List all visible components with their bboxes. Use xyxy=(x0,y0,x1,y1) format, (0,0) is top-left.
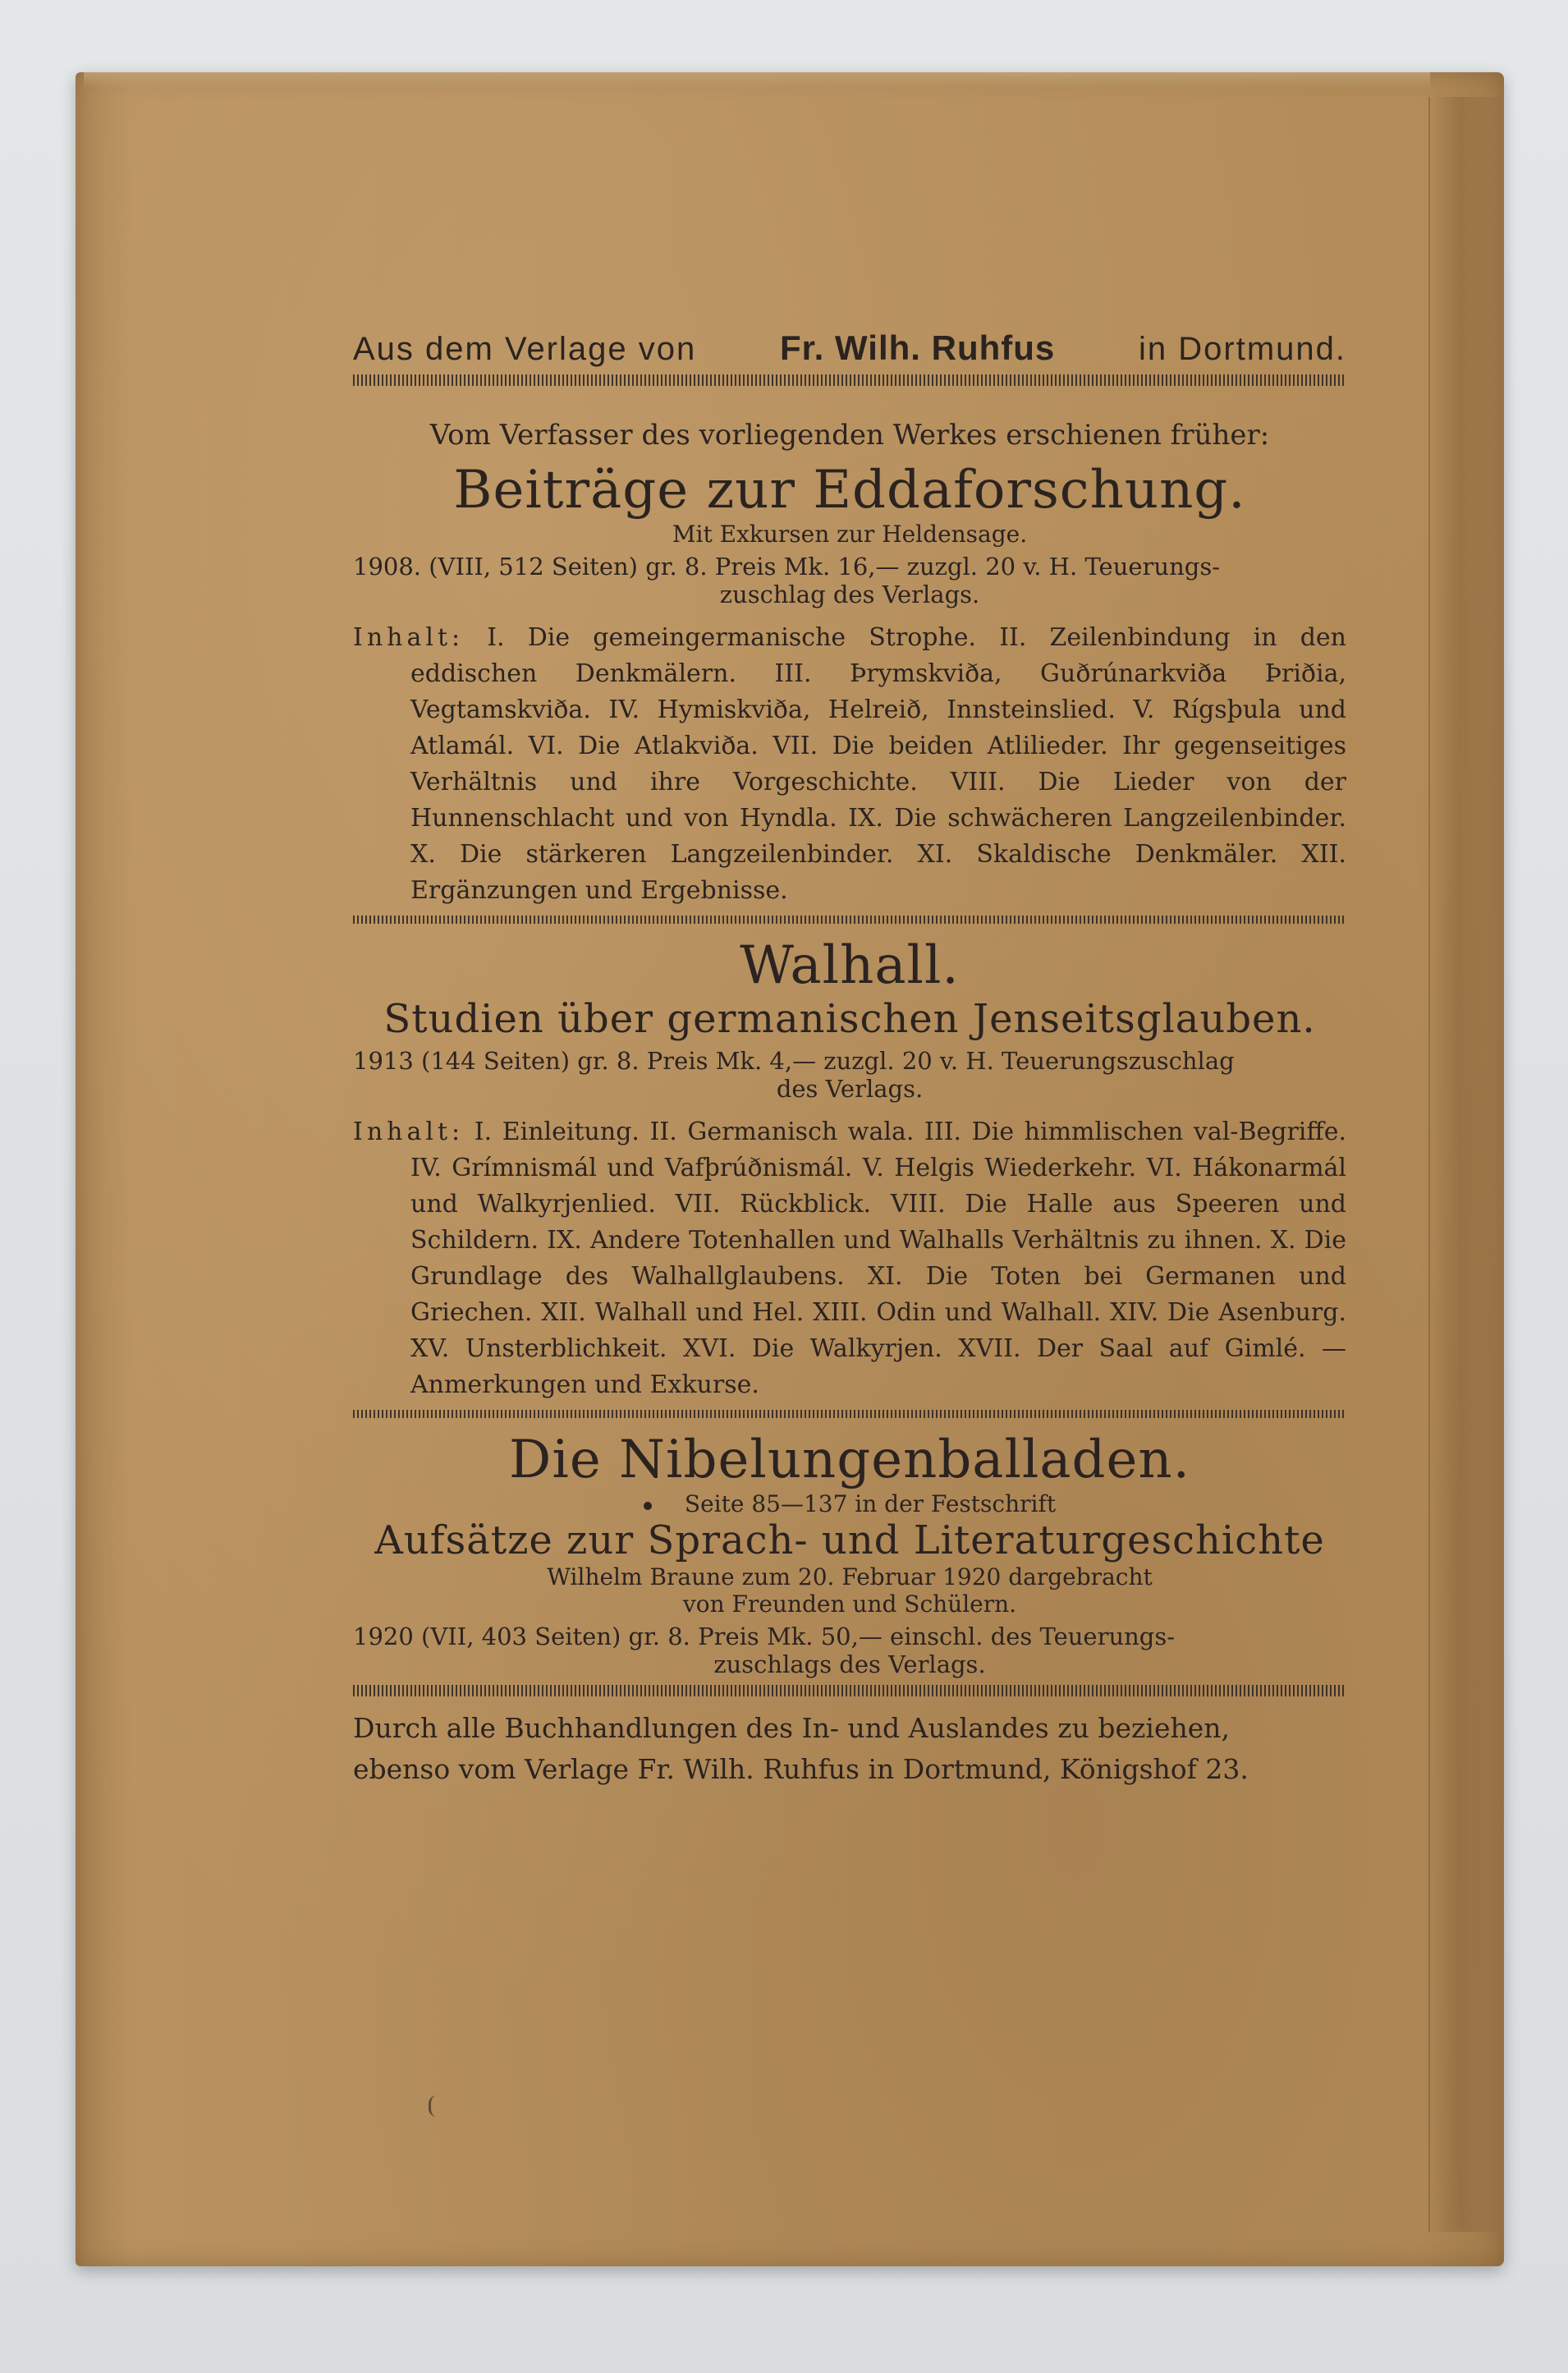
book-subtitle: Mit Exkursen zur Heldensage. xyxy=(672,521,1028,548)
publication-details xyxy=(353,1047,1346,1103)
contents-label: Inhalt: xyxy=(353,1118,465,1146)
footer-line-2: ebenso vom Verlage Fr. Wilh. Ruhfus in Dortmund, Königshof 23. xyxy=(353,1753,1249,1785)
book-subtitle: Studien über germanischen Jenseitsglauben. xyxy=(383,996,1316,1042)
book-entry-nibelungenballaden xyxy=(353,1430,1346,1678)
contents-label: Inhalt: xyxy=(353,623,465,652)
ornamental-rule xyxy=(353,374,1346,386)
cover-spine-edge xyxy=(1428,97,1504,2232)
book-entry-eddaforschung xyxy=(353,460,1346,909)
bullet-dot xyxy=(644,1502,652,1510)
publication-details xyxy=(353,1623,1346,1678)
intro-line: Vom Verfasser des vorliegenden Werkes erschienen früher: xyxy=(429,419,1270,452)
pub-line-2: zuschlags des Verlags. xyxy=(713,1650,986,1678)
book-entry-walhall xyxy=(353,935,1346,1403)
festschrift-title: Aufsätze zur Sprach- und Literaturgeschichte xyxy=(374,1517,1325,1563)
contents-text: I. Die gemeingermanische Strophe. II. Zeilenbindung in den eddischen Denkmälern. III. Þrymskviða, Guðrúnarkviða Þriðia, Vegtamskviða. IV. Hymiskviða, Helreið, Innsteinslied. V. Rígsþula und Atlamál. VI. Die Atlakviða. VII. Die beiden Atlilieder. Ihr gegenseitiges Verhältnis und ihre Vorgeschichte. VIII. Die Lieder von der Hunnenschlacht und von Hyndla. IX. Die schwächeren Langzeilenbinder. X. Die stärkeren Langzeilenbinder. XI. Skaldische Denkmäler. XII. Ergänzungen und Ergebnisse. xyxy=(410,623,1346,905)
book-title: Walhall. xyxy=(740,935,960,996)
ornamental-rule xyxy=(353,1685,1346,1696)
pencil-mark xyxy=(429,2095,439,2117)
book-title: Die Nibelungenballaden. xyxy=(509,1430,1190,1490)
table-of-contents xyxy=(353,620,1346,909)
header-suffix: in Dortmund. xyxy=(1139,331,1346,367)
cover-top-edge xyxy=(84,72,1430,89)
pub-line-2: des Verlags. xyxy=(776,1075,924,1103)
pub-line-1: 1920 (VII, 403 Seiten) gr. 8. Preis Mk. 50,— einschl. des Teuerungs- xyxy=(353,1623,1176,1650)
dedication-line-2: von Freunden und Schülern. xyxy=(682,1590,1017,1618)
contents-text: I. Einleitung. II. Germanisch wala. III. Die himmlischen val-Begriffe. IV. Grímnismál und Vafþrúðnismál. V. Helgis Wiederkehr. VI. Hákonarmál und Walkyrjenlied. VII. Rückblick. VIII. Die Halle aus Speeren und Schildern. IX. Andere Totenhallen und Walhalls Verhältnis zu ihnen. X. Die Grundlage des Walhallglaubens. XI. Die Toten bei Germanen und Griechen. XII. Walhall und Hel. XIII. Odin und Walhall. XIV. Die Asenburg. XV. Unsterblichkeit. XVI. Die Walkyrjen. XVII. Der Saal auf Gimlé. — Anmerkungen und Exkurse. xyxy=(410,1118,1346,1399)
ornamental-rule xyxy=(353,916,1346,924)
table-of-contents xyxy=(353,1114,1346,1403)
dedication-line-1: Wilhelm Braune zum 20. Februar 1920 dargebracht xyxy=(547,1563,1153,1590)
advertisement-page xyxy=(353,328,1346,1790)
ornamental-rule xyxy=(353,1410,1346,1418)
publication-details xyxy=(353,553,1346,608)
availability-note xyxy=(353,1708,1346,1790)
publisher-header xyxy=(353,328,1346,368)
pub-line-2: zuschlag des Verlags. xyxy=(719,581,980,608)
book-title: Beiträge zur Eddaforschung. xyxy=(453,460,1246,521)
header-publisher: Fr. Wilh. Ruhfus xyxy=(779,328,1056,367)
pub-line-1: 1908. (VIII, 512 Seiten) gr. 8. Preis Mk. 16,— zuzgl. 20 v. H. Teuerungs- xyxy=(353,553,1221,581)
footer-line-1: Durch alle Buchhandlungen des In- und Auslandes zu beziehen, xyxy=(353,1712,1231,1744)
book-pages: Seite 85—137 in der Festschrift xyxy=(353,1490,1346,1517)
header-prefix: Aus dem Verlage von xyxy=(353,331,697,367)
pub-line-1: 1913 (144 Seiten) gr. 8. Preis Mk. 4,— zuzgl. 20 v. H. Teuerungszuschlag xyxy=(353,1047,1235,1075)
